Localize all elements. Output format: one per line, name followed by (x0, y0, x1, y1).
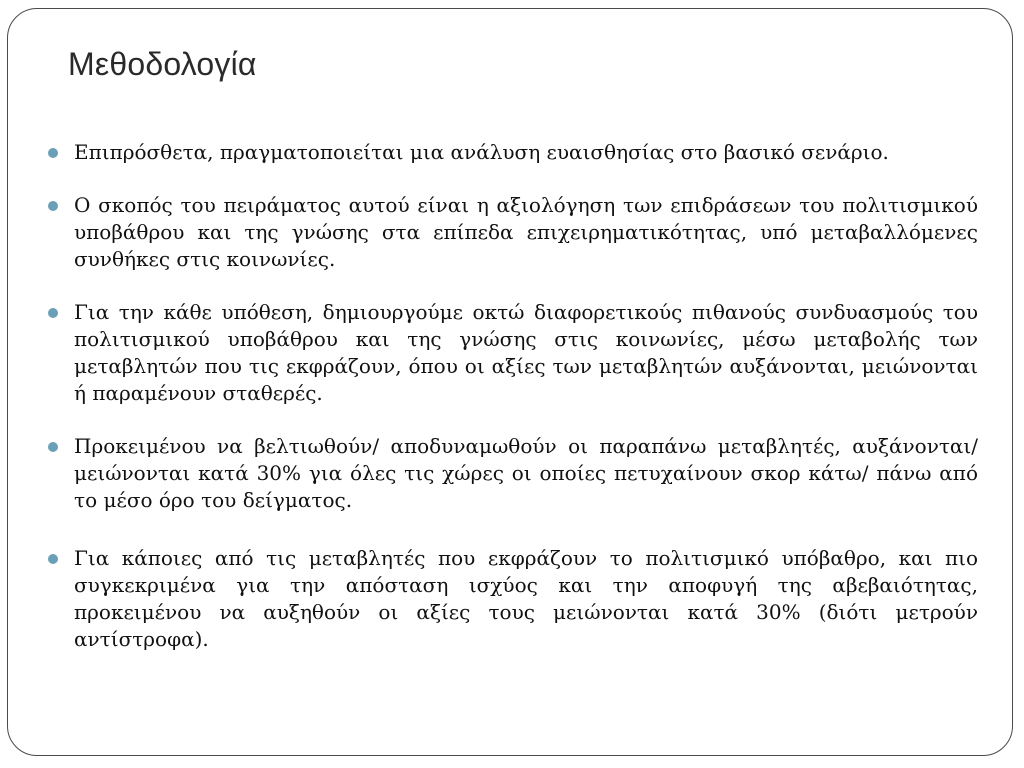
bullet-item (48, 545, 978, 653)
bullet-dot-icon (48, 148, 58, 158)
bullet-item (48, 433, 978, 514)
bullet-dot-icon (48, 201, 58, 211)
bullet-dot-icon (48, 442, 58, 452)
slide-frame (7, 8, 1013, 756)
slide-title: Μεθοδολογία (68, 46, 257, 82)
bullet-dot-icon (48, 554, 58, 564)
bullet-text: Προκειμένου να βελτιωθούν/ αποδυναμωθούν οι παραπάνω μεταβλητές, αυξάνονται/ μειώνονται κατά 30% για όλες τις χώρες οι οποίες πετυχαίνουν σκορ κάτω/ πάνω από το μέσο όρο του δείγματος. (74, 434, 978, 512)
bullet-item (48, 192, 978, 273)
bullet-item (48, 139, 978, 166)
bullet-text: Επιπρόσθετα, πραγματοποιείται μια ανάλυση ευαισθησίας στο βασικό σενάριο. (74, 140, 889, 164)
bullet-item (48, 299, 978, 407)
bullet-text: Για την κάθε υπόθεση, δημιουργούμε οκτώ διαφορετικούς πιθανούς συνδυασμούς του πολιτισμικού υποβάθρου και της γνώσης στις κοινωνίες, μέσω μεταβολής των μεταβλητών που τις εκφράζουν, όπου οι αξίες των μεταβλητών αυξάνονται, μειώνονται ή παραμένουν σταθερές. (74, 300, 978, 405)
bullet-dot-icon (48, 308, 58, 318)
bullet-list (48, 139, 978, 679)
bullet-text: Για κάποιες από τις μεταβλητές που εκφράζουν το πολιτισμικό υπόβαθρο, και πιο συγκεκριμένα για την απόσταση ισχύος και την αποφυγή της αβεβαιότητας, προκειμένου να αυξηθούν οι αξίες τους μειώνονται κατά 30% (διότι μετρούν αντίστροφα). (74, 546, 978, 651)
bullet-text: Ο σκοπός του πειράματος αυτού είναι η αξιολόγηση των επιδράσεων του πολιτισμικού υποβάθρου και της γνώσης στα επίπεδα επιχειρηματικότητας, υπό μεταβαλλόμενες συνθήκες στις κοινωνίες. (74, 193, 978, 271)
